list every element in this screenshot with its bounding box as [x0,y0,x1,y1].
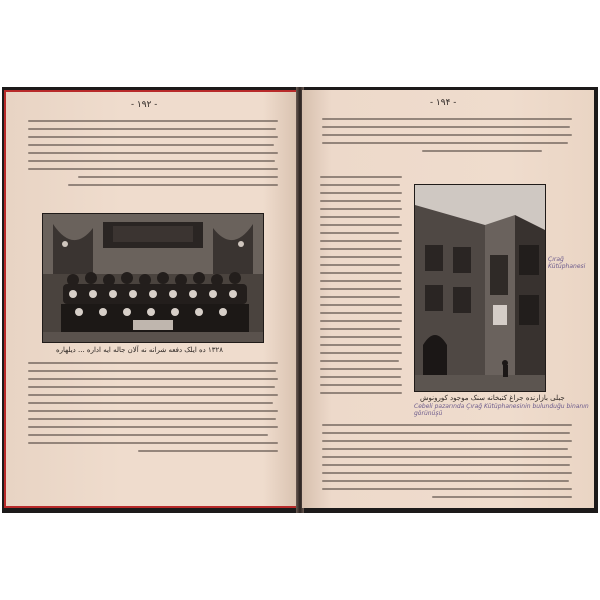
left-page-number: - ۱۹۲ - [131,100,158,110]
left-page [4,90,298,508]
open-book [2,87,598,513]
right-text-block-top [322,118,572,158]
left-text-block-top [28,120,278,192]
group-photo [42,213,264,343]
right-text-column [320,176,402,400]
handwritten-note-side: Çırağ Kütüphanesi [548,256,586,270]
right-page-number: - ۱۹۴ - [430,98,457,108]
handwritten-note-bottom: Cebeli pazarında Çırağ Kütüphanesinin bulunduğu binanın görünüşü [414,403,589,417]
street-photo [414,184,546,392]
left-text-block-bottom [28,362,278,458]
right-photo-caption: جبلی بازارنده جراغ کتبخانه سنک موجود کورونوش [420,394,565,402]
right-page [302,90,594,508]
left-photo-caption: ۱۳۲۸ ده ایلک دفعه شرانه نه آلان جاله ایه اداره ... دیلهاره [56,346,224,354]
right-text-block-bottom [322,424,572,504]
